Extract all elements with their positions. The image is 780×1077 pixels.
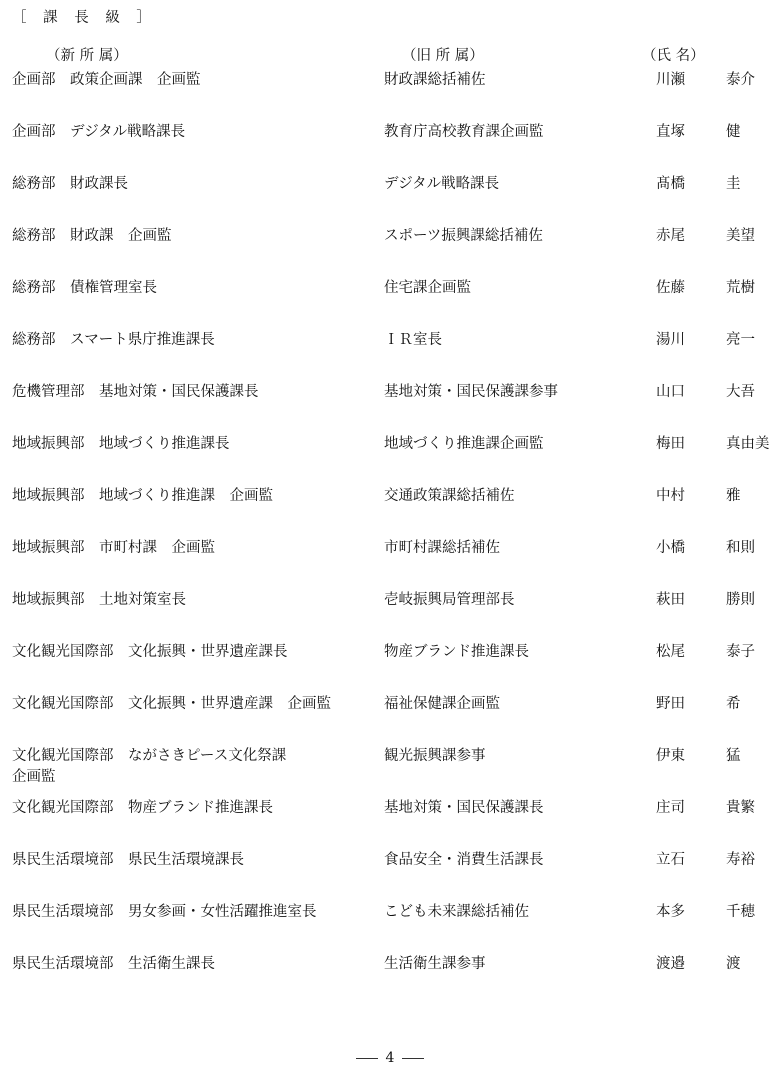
new-affiliation: 地域振興部 市町村課 企画監 (12, 540, 215, 556)
new-affiliation: 県民生活環境部 県民生活環境課長 (12, 852, 244, 868)
old-affiliation: スポーツ振興課総括補佐 (384, 228, 543, 244)
old-affiliation: 教育庁高校教育課企画監 (384, 124, 544, 140)
new-affiliation: 企画部 デジタル戦略課長 (12, 124, 186, 140)
given-name: 圭 (726, 176, 741, 192)
given-name: 寿裕 (726, 852, 755, 868)
given-name: 雅 (726, 488, 741, 504)
list-item (0, 954, 780, 1006)
old-affiliation: ＩＲ室長 (384, 332, 442, 348)
new-affiliation: 地域振興部 土地対策室長 (12, 592, 186, 608)
new-affiliation: 地域振興部 地域づくり推進課長 (12, 436, 230, 452)
list-item (0, 226, 780, 278)
old-affiliation: 観光振興課参事 (384, 748, 486, 764)
list-item (0, 850, 780, 902)
given-name: 勝則 (726, 592, 755, 608)
list-item (0, 746, 780, 798)
old-affiliation: 住宅課企画監 (384, 280, 471, 296)
surname: 梅田 (656, 436, 685, 452)
footer-dash-right (402, 1058, 424, 1059)
header-old-affiliation: （旧 所 属） (402, 48, 484, 64)
old-affiliation: 福祉保健課企画監 (384, 696, 500, 712)
old-affiliation: 市町村課総括補佐 (384, 540, 500, 556)
given-name: 大吾 (726, 384, 755, 400)
list-item (0, 434, 780, 486)
new-affiliation: 文化観光国際部 文化振興・世界遺産課 企画監 (12, 696, 331, 712)
surname: 立石 (656, 852, 685, 868)
surname: 伊東 (656, 748, 685, 764)
list-item (0, 590, 780, 642)
surname: 髙橋 (656, 176, 685, 192)
surname: 松尾 (656, 644, 685, 660)
given-name: 泰子 (726, 644, 755, 660)
section-title: ［ 課 長 級 ］ (12, 10, 157, 26)
new-affiliation: 地域振興部 地域づくり推進課 企画監 (12, 488, 273, 504)
personnel-list (0, 70, 780, 1006)
surname: 野田 (656, 696, 685, 712)
new-affiliation: 文化観光国際部 ながさきピース文化祭課 企画監 (12, 748, 287, 785)
given-name: 千穂 (726, 904, 755, 920)
given-name: 猛 (726, 748, 741, 764)
given-name: 亮一 (726, 332, 755, 348)
list-item (0, 902, 780, 954)
new-affiliation: 県民生活環境部 男女参画・女性活躍推進室長 (12, 904, 317, 920)
old-affiliation: 壱岐振興局管理部長 (384, 592, 515, 608)
new-affiliation: 総務部 スマート県庁推進課長 (12, 332, 215, 348)
new-affiliation: 危機管理部 基地対策・国民保護課長 (12, 384, 259, 400)
old-affiliation: 基地対策・国民保護課長 (384, 800, 544, 816)
given-name: 渡 (726, 956, 741, 972)
new-affiliation: 総務部 債権管理室長 (12, 280, 157, 296)
list-item (0, 486, 780, 538)
old-affiliation: こども未来課総括補佐 (384, 904, 529, 920)
list-item (0, 330, 780, 382)
list-item (0, 70, 780, 122)
old-affiliation: 食品安全・消費生活課長 (384, 852, 544, 868)
page-footer (0, 1050, 780, 1066)
old-affiliation: 地域づくり推進課企画監 (384, 436, 544, 452)
new-affiliation: 企画部 政策企画課 企画監 (12, 72, 201, 88)
new-affiliation: 文化観光国際部 物産ブランド推進課長 (12, 800, 273, 816)
surname: 庄司 (656, 800, 685, 816)
page-number: 4 (385, 1050, 395, 1066)
given-name: 希 (726, 696, 741, 712)
surname: 佐藤 (656, 280, 685, 296)
surname: 萩田 (656, 592, 685, 608)
list-item (0, 642, 780, 694)
surname: 川瀬 (656, 72, 685, 88)
old-affiliation: 物産ブランド推進課長 (384, 644, 529, 660)
given-name: 荒樹 (726, 280, 755, 296)
list-item (0, 694, 780, 746)
footer-dash-left (356, 1058, 378, 1059)
surname: 赤尾 (656, 228, 685, 244)
given-name: 美望 (726, 228, 755, 244)
list-item (0, 174, 780, 226)
surname: 小橋 (656, 540, 685, 556)
header-new-affiliation: （新 所 属） (46, 48, 128, 64)
list-item (0, 538, 780, 590)
given-name: 泰介 (726, 72, 755, 88)
surname: 山口 (656, 384, 685, 400)
new-affiliation: 総務部 財政課長 (12, 176, 128, 192)
surname: 湯川 (656, 332, 685, 348)
list-item (0, 798, 780, 850)
new-affiliation: 県民生活環境部 生活衛生課長 (12, 956, 215, 972)
list-item (0, 278, 780, 330)
old-affiliation: 交通政策課総括補佐 (384, 488, 515, 504)
old-affiliation: デジタル戦略課長 (384, 176, 500, 192)
new-affiliation: 総務部 財政課 企画監 (12, 228, 172, 244)
given-name: 貴繁 (726, 800, 755, 816)
list-item (0, 122, 780, 174)
given-name: 健 (726, 124, 741, 140)
surname: 渡邉 (656, 956, 685, 972)
given-name: 和則 (726, 540, 755, 556)
surname: 中村 (656, 488, 685, 504)
old-affiliation: 基地対策・国民保護課参事 (384, 384, 558, 400)
old-affiliation: 財政課総括補佐 (384, 72, 486, 88)
surname: 本多 (656, 904, 685, 920)
given-name: 真由美 (726, 436, 770, 452)
header-name: （氏 名） (642, 48, 705, 64)
list-item (0, 382, 780, 434)
old-affiliation: 生活衛生課参事 (384, 956, 486, 972)
surname: 直塚 (656, 124, 685, 140)
new-affiliation: 文化観光国際部 文化振興・世界遺産課長 (12, 644, 288, 660)
